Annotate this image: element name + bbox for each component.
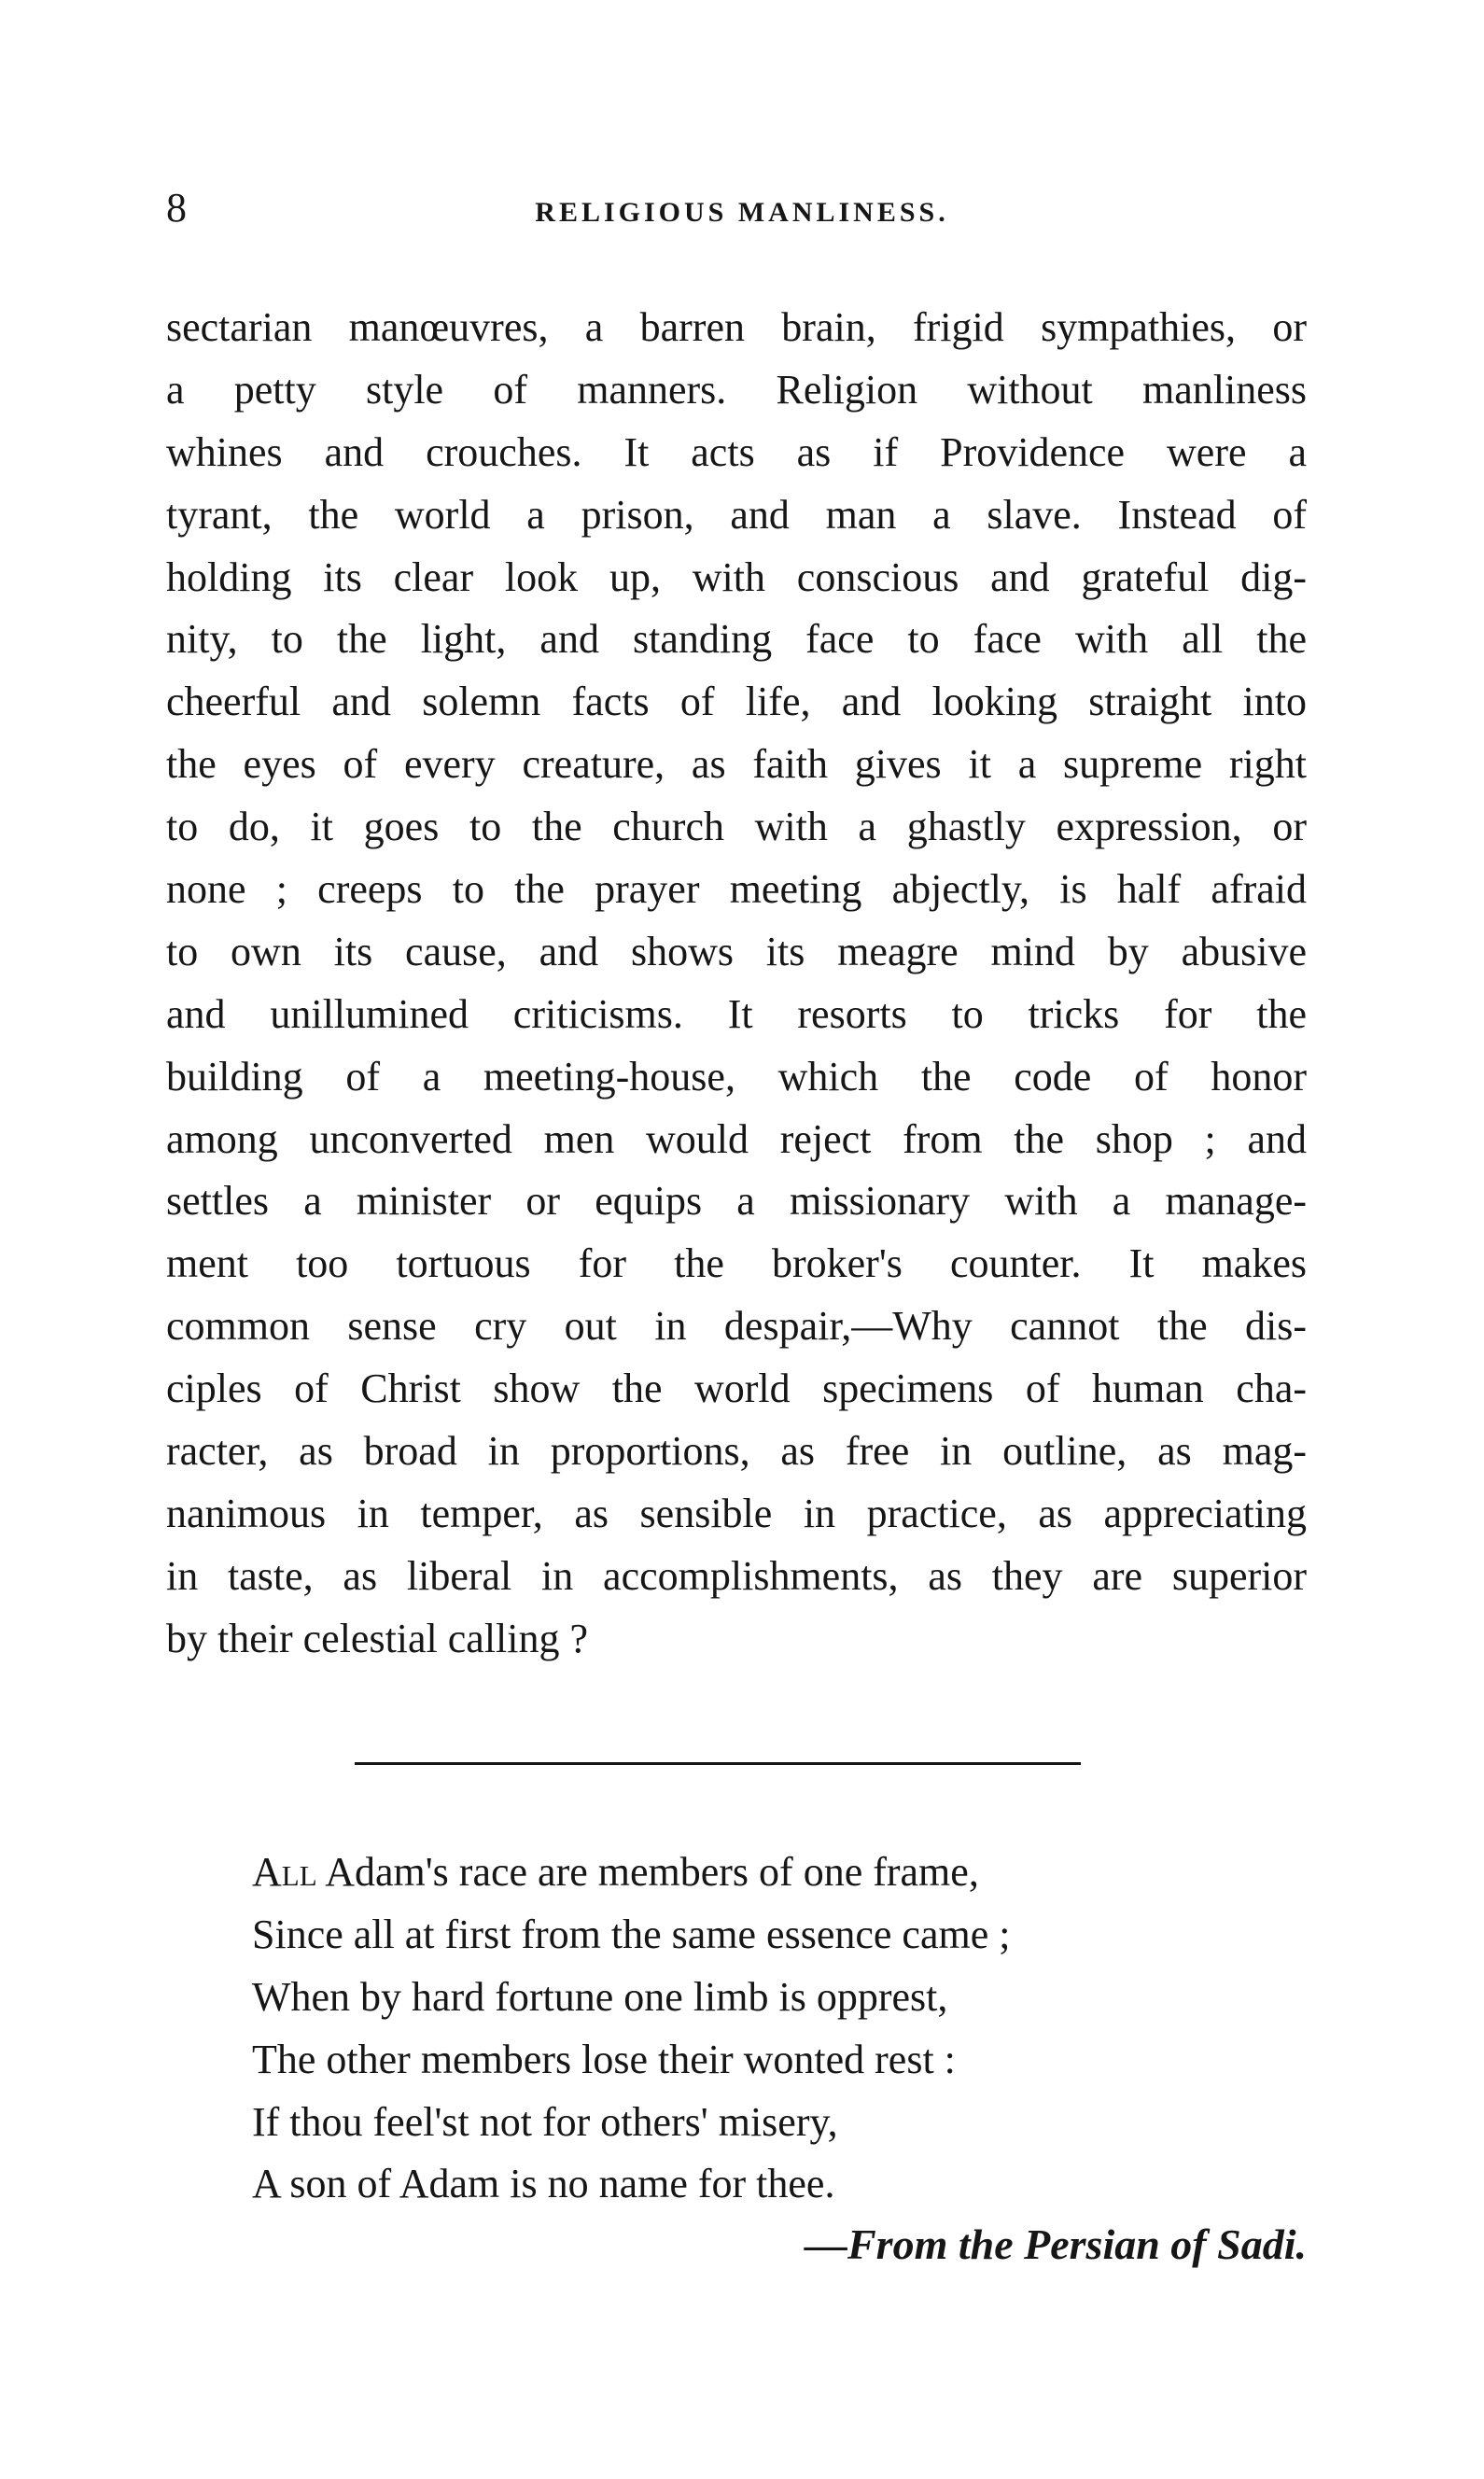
text-line: racter, as broad in proportions, as free in outline, as mag- — [166, 1428, 1307, 1475]
poem-line: When by hard fortune one limb is opprest, — [252, 1973, 948, 2020]
text-line: in taste, as liberal in accomplishments, as they are superior — [166, 1552, 1307, 1599]
running-title: RELIGIOUS MANLINESS. — [535, 197, 949, 228]
text-line: building of a meeting-house, which the code of honor — [166, 1053, 1307, 1099]
text-line: and unillumined criticisms. It resorts to tricks for the — [166, 990, 1307, 1037]
text-line: whines and crouches. It acts as if Providence were a — [166, 428, 1307, 475]
text-line: ment too tortuous for the broker's counter. It makes — [166, 1240, 1307, 1287]
section-divider — [355, 1762, 1081, 1765]
poem-first-word: All — [252, 1849, 317, 1895]
body-paragraph — [166, 297, 1307, 1671]
poem-line: If thou feel'st not for others' misery, — [252, 2098, 838, 2145]
text-line: ciples of Christ show the world specimens of human cha- — [166, 1366, 1307, 1412]
page-number: 8 — [166, 185, 187, 231]
text-line: nity, to the light, and standing face to face with all the — [166, 616, 1307, 663]
text-line: settles a minister or equips a missionary with a manage- — [166, 1178, 1307, 1225]
text-line: to own its cause, and shows its meagre mind by abusive — [166, 928, 1307, 974]
text-line: holding its clear look up, with conscious and grateful dig- — [166, 553, 1307, 600]
text-line: cheerful and solemn facts of life, and looking straight into — [166, 679, 1307, 725]
poem-line: Since all at first from the same essence came ; — [252, 1911, 1011, 1957]
text-line: tyrant, the world a prison, and man a slave. Instead of — [166, 491, 1307, 538]
poem-attribution: —From the Persian of Sadi. — [804, 2220, 1307, 2268]
text-line: the eyes of every creature, as faith gives it a supreme right — [166, 741, 1307, 788]
text-line: common sense cry out in despair,—Why cannot the dis- — [166, 1303, 1307, 1350]
poem-line — [252, 1842, 1307, 1904]
poem-line: A son of Adam is no name for thee. — [252, 2161, 835, 2207]
poem-first-line-rest: Adam's race are members of one frame, — [316, 1849, 979, 1895]
text-line: nanimous in temper, as sensible in practice, as appreciating — [166, 1490, 1307, 1536]
poem-line: The other members lose their wonted rest : — [252, 2036, 956, 2082]
text-line: none ; creeps to the prayer meeting abjectly, is half afraid — [166, 866, 1307, 913]
text-line: a petty style of manners. Religion without manliness — [166, 366, 1307, 413]
text-line: among unconverted men would reject from the shop ; and — [166, 1115, 1307, 1162]
text-line: by their celestial calling ? — [166, 1615, 589, 1661]
text-line: to do, it goes to the church with a ghastly expression, or — [166, 804, 1307, 850]
poem — [252, 1842, 1307, 2216]
text-line: sectarian manœuvres, a barren brain, frigid sympathies, or — [166, 304, 1307, 350]
